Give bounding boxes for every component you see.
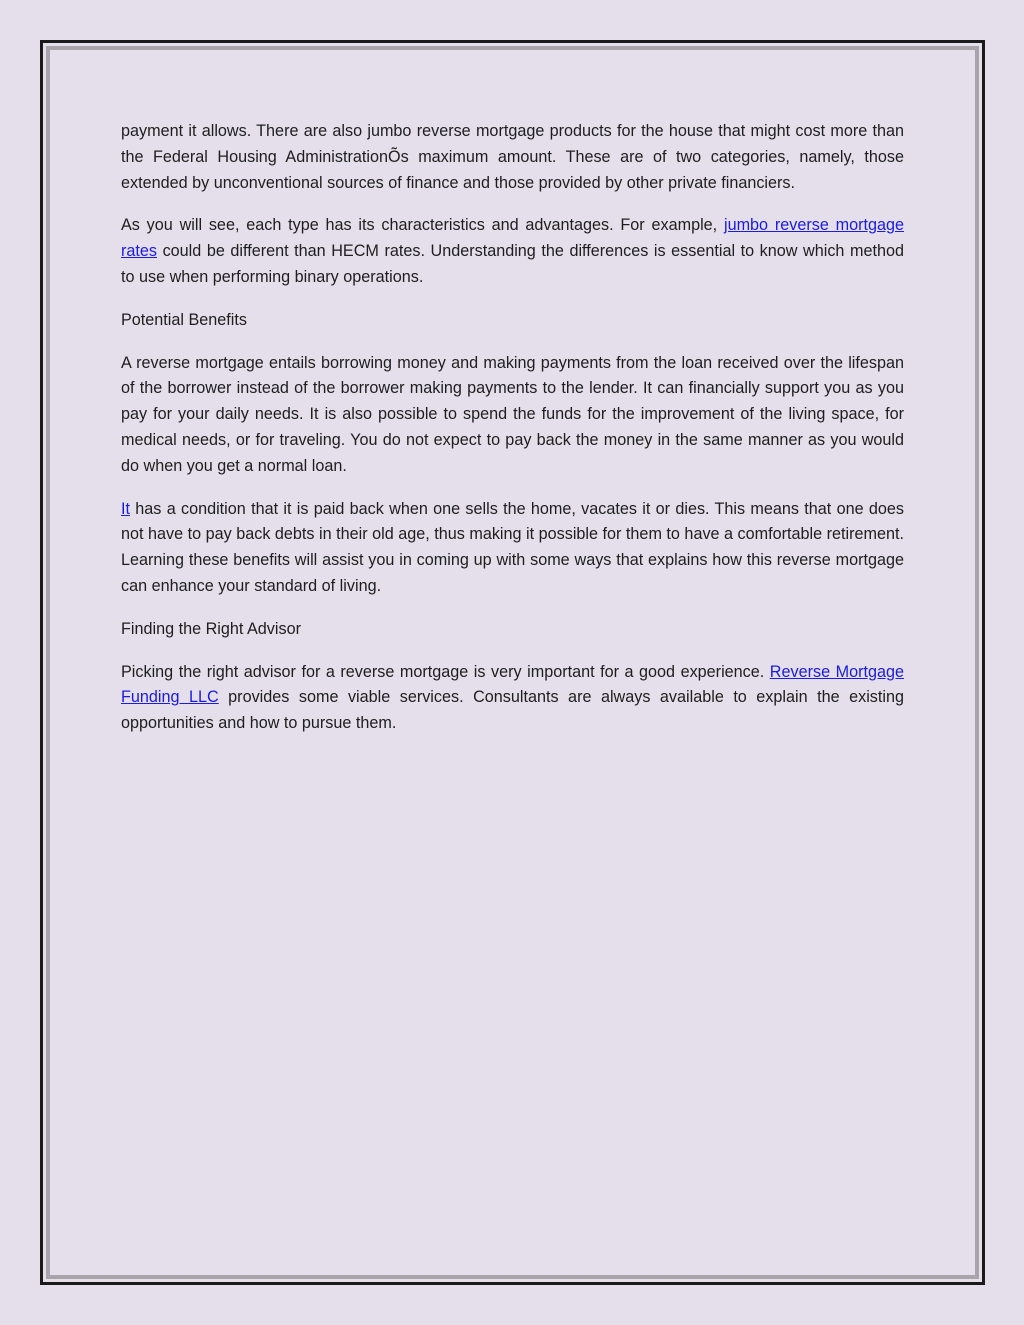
body-paragraph — [121, 119, 904, 196]
heading-text: Finding the Right Advisor — [121, 619, 301, 638]
heading-text: Potential Benefits — [121, 310, 247, 329]
paragraph-text: has a condition that it is paid back when one sells the home, vacates it or dies. This means that one does not have to pay back debts in their old age, thus making it possible for them to have a comfortable retirement. Learning these benefits will assist you in coming up with some ways that explains how this reverse mortgage can enhance your standard of living. — [121, 499, 904, 595]
paragraph-text: payment it allows. There are also jumbo reverse mortgage products for the house that might cost more than the Federal Housing AdministrationÕs maximum amount. These are of two categories, namely, those extended by unconventional sources of finance and those provided by other private financiers. — [121, 122, 904, 192]
section-heading — [121, 308, 904, 334]
jumbo-reverse-mortgage-rates-link[interactable]: jumbo reverse mortgage rates — [121, 216, 905, 261]
body-paragraph — [121, 660, 904, 737]
paragraph-text: Picking the right advisor for a reverse mortgage is very important for a good experience. — [121, 662, 770, 681]
body-paragraph — [121, 497, 904, 600]
section-heading — [121, 617, 904, 643]
paragraph-text: provides some viable services. Consultants are always available to explain the existing opportunities and how to pursue them. — [121, 688, 904, 733]
it-link[interactable]: It — [121, 499, 130, 518]
paragraph-text: As you will see, each type has its characteristics and advantages. For example, — [121, 216, 724, 235]
body-paragraph — [121, 351, 904, 480]
paragraph-text: A reverse mortgage entails borrowing money and making payments from the loan received over the lifespan of the borrower instead of the borrower making payments to the lender. It can financially support you as you pay for your daily needs. It is also possible to spend the funds for the improvement of the living space, for medical needs, or for traveling. You do not expect to pay back the money in the same manner as you would do when you get a normal loan. — [121, 353, 904, 475]
body-paragraph — [121, 213, 904, 290]
paragraph-text: could be different than HECM rates. Understanding the differences is essential to know which method to use when performing binary operations. — [121, 242, 904, 286]
reverse-mortgage-funding-link[interactable]: Reverse Mortgage Funding LLC — [121, 662, 904, 707]
document-body — [121, 119, 904, 754]
